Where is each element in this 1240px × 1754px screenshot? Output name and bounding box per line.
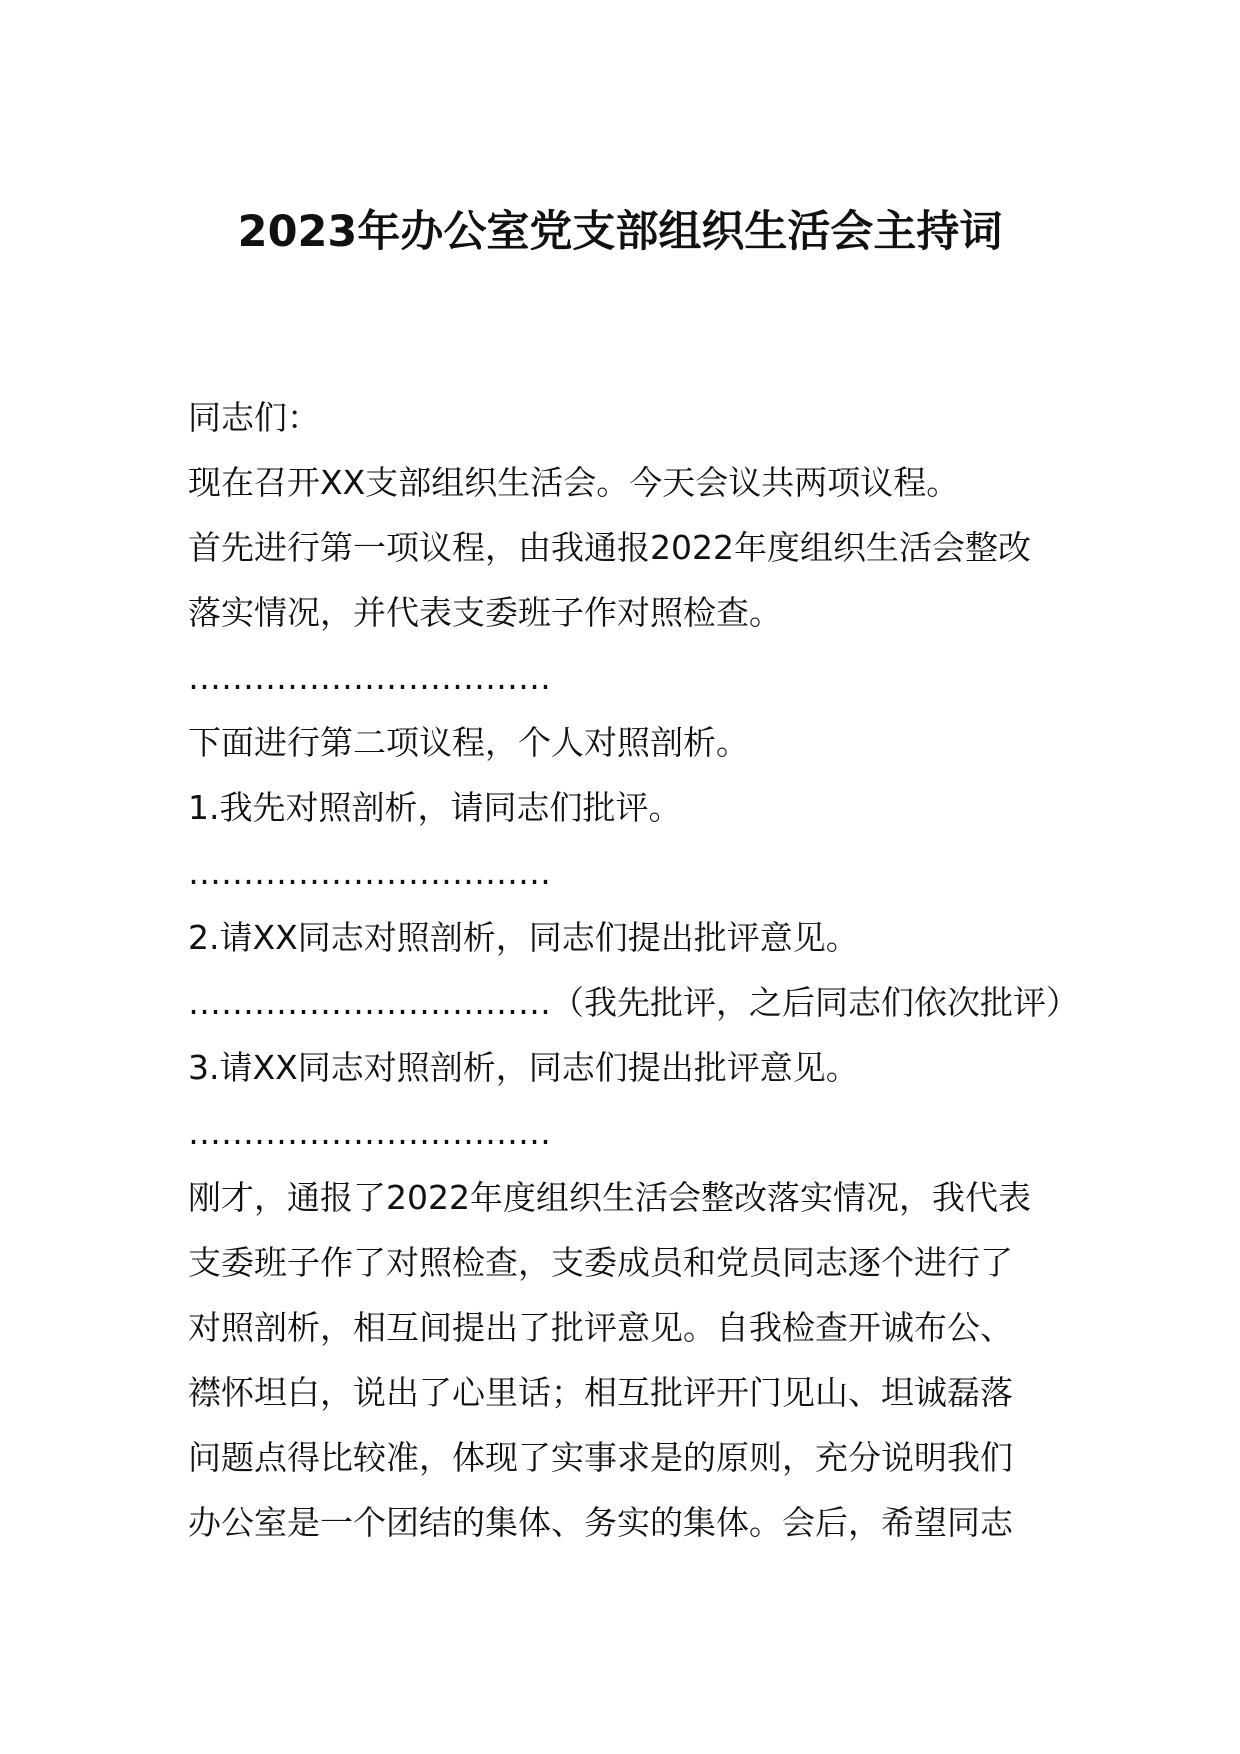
paragraph-line: 襟怀坦白，说出了心里话；相互批评开门见山、坦诚磊落: [188, 1373, 1013, 1412]
document-body: [188, 385, 1079, 1555]
paragraph-line: 落实情况，并代表支委班子作对照检查。: [188, 593, 782, 632]
agenda-item: 3.请XX同志对照剖析，同志们提出批评意见。: [188, 1048, 859, 1087]
agenda-item: 2.请XX同志对照剖析，同志们提出批评意见。: [188, 918, 859, 957]
ellipsis-line: ……………………………: [188, 1113, 551, 1152]
paragraph-line: 现在召开XX支部组织生活会。今天会议共两项议程。: [188, 463, 960, 502]
agenda-item: 1.我先对照剖析，请同志们批评。: [188, 788, 682, 827]
ellipsis-line: ……………………………: [188, 853, 551, 892]
ellipsis-line: ……………………………: [188, 658, 551, 697]
ellipsis-line: ……………………………（我先批评，之后同志们依次批评）: [188, 983, 1079, 1022]
paragraph-line: 刚才，通报了2022年度组织生活会整改落实情况，我代表: [188, 1178, 1031, 1217]
paragraph-line: 下面进行第二项议程，个人对照剖析。: [188, 723, 749, 762]
paragraph-line: 支委班子作了对照检查，支委成员和党员同志逐个进行了: [188, 1243, 1013, 1282]
paragraph-line: 对照剖析，相互间提出了批评意见。自我检查开诚布公、: [188, 1308, 1013, 1347]
paragraph-line: 办公室是一个团结的集体、务实的集体。会后，希望同志: [188, 1503, 1013, 1542]
paragraph-line: 首先进行第一项议程，由我通报2022年度组织生活会整改: [188, 528, 1031, 567]
salutation: 同志们：: [188, 398, 320, 437]
document-title: 2023年办公室党支部组织生活会主持词: [237, 207, 1003, 257]
paragraph-line: 问题点得比较准，体现了实事求是的原则，充分说明我们: [188, 1438, 1013, 1477]
